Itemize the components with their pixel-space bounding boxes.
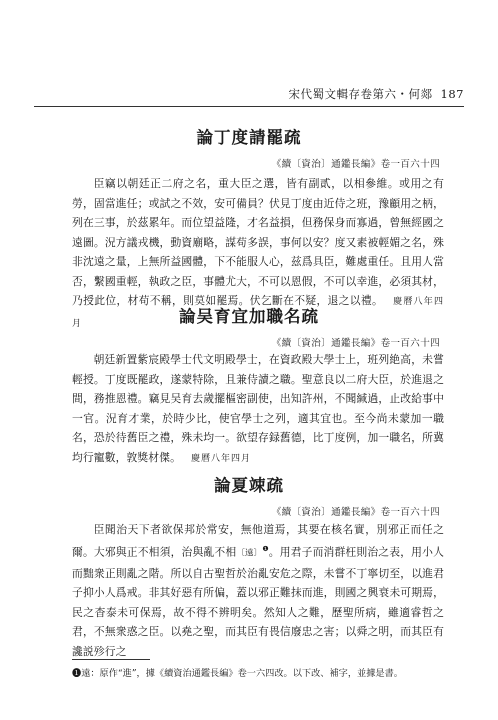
page-number: 187	[440, 87, 464, 101]
section-body-3	[72, 520, 444, 661]
section-source-3: 《續〔資治〕通鑑長編》卷一百六十四	[271, 507, 440, 518]
section-source-2: 《續〔資治〕通鑑長編》卷一百六十四	[271, 338, 440, 349]
section-text-2: 朝廷新置紫宸殿學士代文明殿學士，在資政殿大學士上，班列絶高，未嘗輕授。丁度既罷政，遂蒙特除，且兼侍讀之職。聖意良以二府大臣，於進退之間，務推恩禮。竊見吴育去歲擺樞密副使，出知許州，不聞緘過，止改給事中一官。況育才業，於時少比，使官學士之列，適其宜也。至今尚未蒙加一職名，恐於待舊臣之禮，殊未均一。欲望存録舊德，比丁度例，加一職名，所冀均行寵數，敦獎材傑。	[72, 353, 444, 464]
section-text-1: 臣竊以朝廷正二府之名，重大臣之選，皆有副貳，以相參維。或用之有勞，固當進任；或試之不效，安可備員？伏見丁度由近侍之班，豫顧用之柄，列在三事，於茲累年。而位望益隆，才名益損，但務保身而寡過，曾無經國之遠圖。況方議戎機，動資廟略，謀苟多誤，事何以安？度又素被輕媚之名，殊非沈遠之量，上無所益國體，下不能服人心，兹爲具臣，難處重任。且用人當否，繫國重輕，執政之臣，事體尤大，不可以恩假，不可以幸進，必須其材，乃授此位，材苟不稱，則莫如罷焉。伏乞斷在不疑，退之以禮。	[72, 177, 444, 307]
footnote-divider	[72, 659, 150, 660]
inline-emendation: 〔遠〕	[236, 548, 263, 559]
footnote-text: 遠：原作“進”，據《續資治通鑑長編》卷一六四改。以下改、補字，並據是書。	[81, 668, 403, 679]
footnote-mark: ❶	[72, 668, 82, 679]
section-date-1: 慶曆八年四月	[72, 297, 444, 329]
running-title: 宋代蜀文輯存卷第六・何郯	[288, 87, 433, 101]
section-title-1: 論丁度請罷疏	[196, 128, 302, 147]
running-header	[34, 84, 464, 107]
footnote-ref-mark: ❶	[262, 544, 269, 553]
section-source-1: 《續〔資治〕通鑑長編》卷一百六十四	[271, 159, 440, 170]
section-title-2: 論吴育宜加職名疏	[179, 307, 319, 326]
section-date-2: 慶曆八年四月	[190, 453, 251, 464]
section-body-2	[72, 350, 444, 469]
footnote	[72, 667, 444, 681]
section-title-3: 論夏竦疏	[214, 476, 284, 495]
section-text-3a: 臣聞治天下者欲保邦於常安，無他道焉，其要在核名實，別邪正而任之爾。大邪與正不相須，治與亂不相	[72, 523, 444, 559]
section-text-3b: 。用君子而消群枉則治之表，用小人而黜衆正則亂之階。所以自古聖哲於治亂安危之際，未嘗不丁寧切至，以進君子抑小人爲戒。非其好惡有所偏，蓋以邪正難抹而進，則國之興衰未可期焉，民之杳泰未可保焉，故不得不辨明矣。然知人之難，歷聖所病，雖適睿哲之君，不無衆惑之臣。以堯之聖，而其臣有畏信廢忠之害；以舜之明，而其臣有讒説殄行之	[72, 545, 444, 658]
